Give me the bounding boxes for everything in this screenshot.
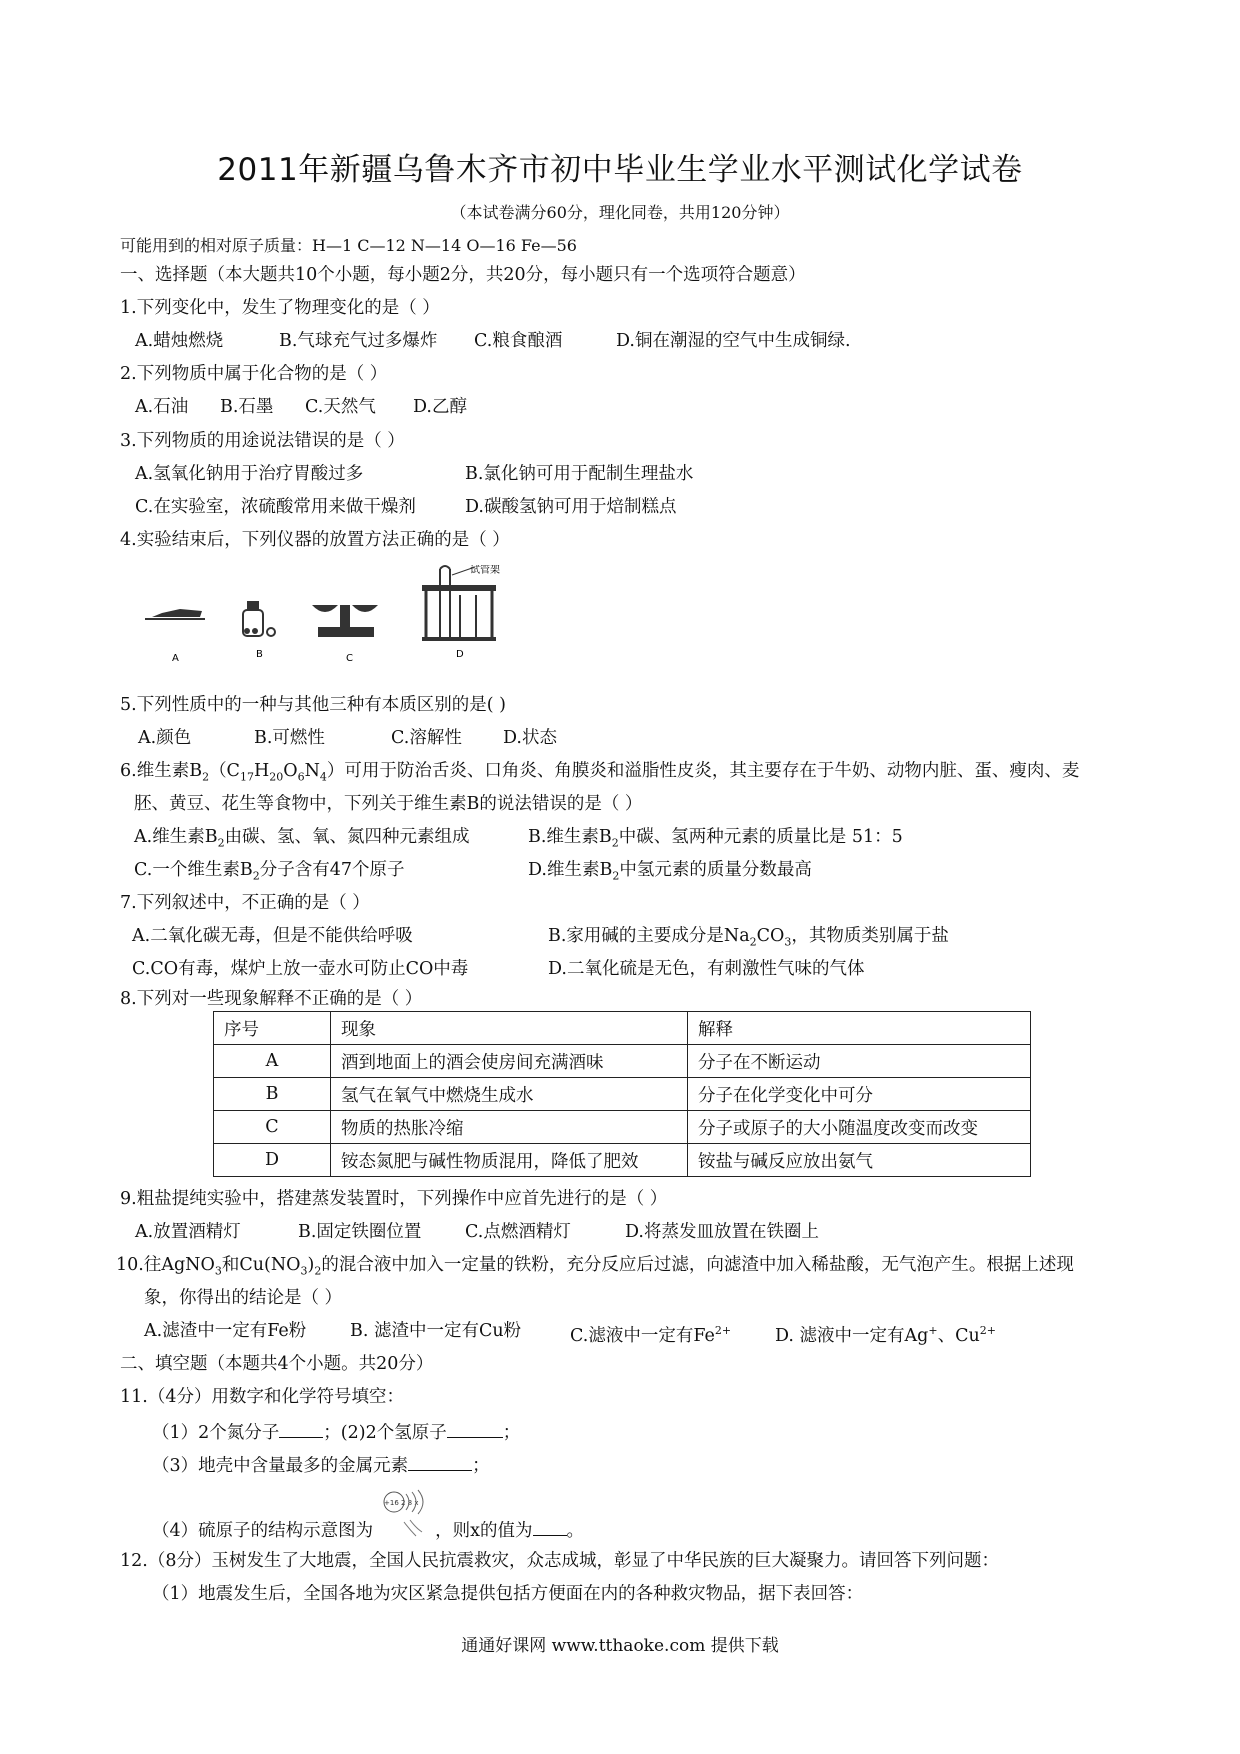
- table-row: [214, 1078, 1031, 1111]
- table-header-explanation: 解释: [688, 1012, 1031, 1045]
- figure-b-dropper-bottle-icon: [243, 601, 275, 636]
- q2-option-c: C.天然气: [305, 397, 376, 417]
- q10-subscript: 3: [214, 1264, 222, 1278]
- q6-stem-part: N: [304, 761, 320, 781]
- table-cell-id: B: [214, 1078, 331, 1111]
- q6-option-c: [134, 859, 404, 888]
- q12-stem: 12.（8分）玉树发生了大地震，全国人民抗震救灾，众志成城，彰显了中华民族的巨大凝聚力。请回答下列问题：: [120, 1551, 999, 1571]
- q9-option-a: A.放置酒精灯: [135, 1222, 241, 1242]
- q6-subscript: 6: [297, 770, 305, 784]
- q12-sub-1: （1）地震发生后，全国各地为灾区紧急提供包括方便面在内的各种救灾物品，据下表回答：: [152, 1584, 864, 1604]
- q4-stem: 4.实验结束后，下列仪器的放置方法正确的是（ ）: [120, 530, 510, 550]
- table-cell-id: C: [214, 1111, 331, 1144]
- q6-subscript: 4: [319, 770, 327, 784]
- q6-subscript: 2: [611, 836, 619, 850]
- q6-option-text: 中碳、氢两种元素的质量比是 51：5: [618, 827, 903, 847]
- q9-stem: 9.粗盐提纯实验中，搭建蒸发装置时，下列操作中应首先进行的是（ ）: [120, 1189, 668, 1209]
- q6-stem-part: O: [283, 761, 298, 781]
- q6-subscript: 20: [269, 770, 284, 784]
- table-cell-phenomenon: 物质的热胀冷缩: [331, 1111, 688, 1144]
- q6-option-text: B.维生素B: [528, 827, 612, 847]
- table-row: [214, 1111, 1031, 1144]
- lab-equipment-figure: [140, 565, 530, 665]
- q9-option-b: B.固定铁圈位置: [298, 1222, 422, 1242]
- q6-stem-part: H: [253, 761, 270, 781]
- table-row: [214, 1045, 1031, 1078]
- q10-option-c: [570, 1320, 731, 1347]
- figure-label-a: A: [172, 653, 179, 664]
- q6-option-d: [528, 859, 812, 888]
- table-row: [214, 1144, 1031, 1177]
- q10-stem: [116, 1254, 1074, 1283]
- q7-option-text: ，其物质类别属于盐: [791, 926, 949, 946]
- q10-superscript: 2+: [979, 1324, 996, 1337]
- q10-superscript: 2+: [714, 1324, 732, 1337]
- answer-blank[interactable]: [279, 1419, 323, 1438]
- q6-option-text: 由碳、氢、氧、氮四种元素组成: [224, 827, 470, 847]
- q6-option-text: 分子含有47个原子: [259, 860, 405, 880]
- q2-option-d: D.乙醇: [413, 397, 467, 417]
- q11-text: （1）2个氮分子: [152, 1423, 280, 1443]
- q3-stem: 3.下列物质的用途说法错误的是（ ）: [120, 431, 405, 451]
- q10-stem-line2: 象，你得出的结论是（ ）: [144, 1288, 343, 1308]
- q11-part-3: [152, 1452, 490, 1477]
- atom-diagram-label: +16 2 8 x: [384, 1499, 419, 1507]
- q6-option-text: D.维生素B: [528, 860, 613, 880]
- figure-c-balance-icon: [312, 605, 378, 637]
- q6-subscript: 2: [217, 836, 225, 850]
- q10-stem-part: 和Cu(NO: [221, 1255, 301, 1275]
- q11-text: 。: [566, 1521, 585, 1541]
- q11-text: ；(2)2个氢原子: [323, 1423, 447, 1443]
- q3-option-b: B.氯化钠可用于配制生理盐水: [465, 464, 694, 484]
- q1-option-a: A.蜡烛燃烧: [135, 331, 224, 351]
- q9-option-d: D.将蒸发皿放置在铁圈上: [625, 1222, 819, 1242]
- q6-stem-part: 6.维生素B: [120, 761, 203, 781]
- q6-stem-part: （C: [209, 761, 240, 781]
- q5-option-a: A.颜色: [138, 728, 192, 748]
- answer-blank[interactable]: [447, 1419, 503, 1438]
- table-cell-phenomenon: 酒到地面上的酒会使房间充满酒味: [331, 1045, 688, 1078]
- q7-subscript: 2: [749, 935, 757, 949]
- q7-option-b: [548, 925, 949, 954]
- q11-text: ；: [502, 1423, 521, 1443]
- q2-option-b: B.石墨: [220, 397, 274, 417]
- q10-option-a: A.滤渣中一定有Fe粉: [144, 1321, 307, 1341]
- answer-blank[interactable]: [533, 1517, 567, 1536]
- atomic-masses: 可能用到的相对原子质量：H—1 C—12 N—14 O—16 Fe—56: [120, 236, 577, 255]
- section-heading-fill: 二、填空题（本题共4个小题。共20分）: [120, 1354, 434, 1374]
- q2-stem: 2.下列物质中属于化合物的是（ ）: [120, 364, 388, 384]
- q8-table: [213, 1011, 1031, 1177]
- section-heading-choice: 一、选择题（本大题共10个小题，每小题2分，共20分，每小题只有一个选项符合题意）: [120, 265, 806, 285]
- q8-stem: 8.下列对一些现象解释不正确的是（ ）: [120, 989, 423, 1009]
- q6-option-text: C.一个维生素B: [134, 860, 253, 880]
- q6-subscript: 2: [202, 770, 210, 784]
- table-cell-explanation: 分子或原子的大小随温度改变而改变: [688, 1111, 1031, 1144]
- q6-stem-line2: 胚、黄豆、花生等食物中，下列关于维生素B的说法错误的是（ ）: [134, 794, 643, 814]
- q11-text: ，则x的值为: [435, 1521, 533, 1541]
- figure-label-b: B: [256, 649, 263, 660]
- q1-option-d: D.铜在潮湿的空气中生成铜绿.: [616, 331, 851, 351]
- q10-stem-part: 的混合液中加入一定量的铁粉，充分反应后过滤，向滤渣中加入稀盐酸，无气泡产生。根据上述现: [321, 1255, 1074, 1275]
- table-cell-explanation: 分子在不断运动: [688, 1045, 1031, 1078]
- q10-subscript: 2: [314, 1264, 322, 1278]
- q5-option-b: B.可燃性: [254, 728, 325, 748]
- q11-part-1-2: [152, 1419, 520, 1444]
- q11-stem: 11.（4分）用数字和化学符号填空：: [120, 1387, 404, 1407]
- table-cell-explanation: 分子在化学变化中可分: [688, 1078, 1031, 1111]
- q10-option-b: B. 滤渣中一定有Cu粉: [350, 1321, 522, 1341]
- table-cell-phenomenon: 氢气在氧气中燃烧生成水: [331, 1078, 688, 1111]
- q10-superscript: +: [928, 1324, 938, 1337]
- q11-text: （3）地壳中含量最多的金属元素: [152, 1456, 409, 1476]
- table-header-phenomenon: 现象: [331, 1012, 688, 1045]
- q10-option-d: [775, 1320, 996, 1347]
- rack-label: 试管架: [470, 565, 500, 576]
- q10-option-text: 、Cu: [937, 1325, 980, 1346]
- q10-stem-part: ): [307, 1255, 315, 1275]
- table-cell-phenomenon: 铵态氮肥与碱性物质混用，降低了肥效: [331, 1144, 688, 1177]
- table-header-row: [214, 1012, 1031, 1045]
- q11-text: ；: [472, 1456, 490, 1476]
- q10-stem-part: 10.往AgNO: [116, 1255, 215, 1275]
- q6-subscript: 17: [239, 770, 254, 784]
- table-cell-id: D: [214, 1144, 331, 1177]
- q10-option-text: C.滤液中一定有Fe: [570, 1325, 715, 1346]
- q7-option-d: D.二氧化硫是无色，有刺激性气味的气体: [548, 959, 865, 979]
- q10-subscript: 3: [300, 1264, 308, 1278]
- q11-part-4: [152, 1517, 584, 1542]
- q6-option-text: 中氢元素的质量分数最高: [619, 860, 812, 880]
- q9-option-c: C.点燃酒精灯: [465, 1222, 571, 1242]
- q7-subscript: 3: [784, 935, 792, 949]
- q1-stem: 1.下列变化中，发生了物理变化的是（ ）: [120, 298, 440, 318]
- q5-stem: 5.下列性质中的一种与其他三种有本质区别的是( ): [120, 695, 506, 715]
- figure-label-d: D: [456, 649, 464, 660]
- q6-stem: [120, 760, 1079, 789]
- q1-option-b: B.气球充气过多爆炸: [279, 331, 438, 351]
- q3-option-c: C.在实验室，浓硫酸常用来做干燥剂: [135, 497, 416, 517]
- q5-option-d: D.状态: [503, 728, 557, 748]
- q6-option-a: [134, 826, 470, 855]
- q10-option-text: D. 滤液中一定有Ag: [775, 1325, 929, 1346]
- q5-option-c: C.溶解性: [391, 728, 462, 748]
- q6-option-b: [528, 826, 903, 855]
- exam-info: （本试卷满分60分，理化同卷，共用120分钟）: [450, 203, 790, 222]
- q7-option-text: B.家用碱的主要成分是Na: [548, 926, 750, 946]
- q7-option-text: CO: [756, 926, 785, 946]
- q7-option-c: C.CO有毒，煤炉上放一壶水可防止CO中毒: [132, 959, 469, 979]
- q6-option-text: A.维生素B: [134, 827, 218, 847]
- q7-stem: 7.下列叙述中，不正确的是（ ）: [120, 893, 370, 913]
- answer-blank[interactable]: [408, 1452, 472, 1471]
- page-footer: 通通好课网 www.tthaoke.com 提供下载: [461, 1636, 779, 1656]
- figure-label-c: C: [346, 653, 353, 664]
- table-cell-id: A: [214, 1045, 331, 1078]
- figure-d-test-tube-rack-icon: [422, 566, 496, 641]
- page-title: 2011年新疆乌鲁木齐市初中毕业生学业水平测试化学试卷: [217, 152, 1023, 188]
- table-header-id: 序号: [214, 1012, 331, 1045]
- q6-stem-part: ）可用于防治舌炎、口角炎、角膜炎和溢脂性皮炎，其主要存在于牛奶、动物内脏、蛋、瘦肉、麦: [326, 761, 1080, 781]
- q3-option-d: D.碳酸氢钠可用于焙制糕点: [465, 497, 677, 517]
- q2-option-a: A.石油: [135, 397, 189, 417]
- q3-option-a: A.氢氧化钠用于治疗胃酸过多: [135, 464, 364, 484]
- q11-text: （4）硫原子的结构示意图为: [152, 1521, 374, 1541]
- q7-option-a: A.二氧化碳无毒，但是不能供给呼吸: [132, 926, 413, 946]
- q6-subscript: 2: [612, 869, 620, 883]
- figure-a-test-tube-icon: [145, 609, 205, 619]
- q6-subscript: 2: [252, 869, 260, 883]
- q1-option-c: C.粮食酿酒: [474, 331, 563, 351]
- table-cell-explanation: 铵盐与碱反应放出氨气: [688, 1144, 1031, 1177]
